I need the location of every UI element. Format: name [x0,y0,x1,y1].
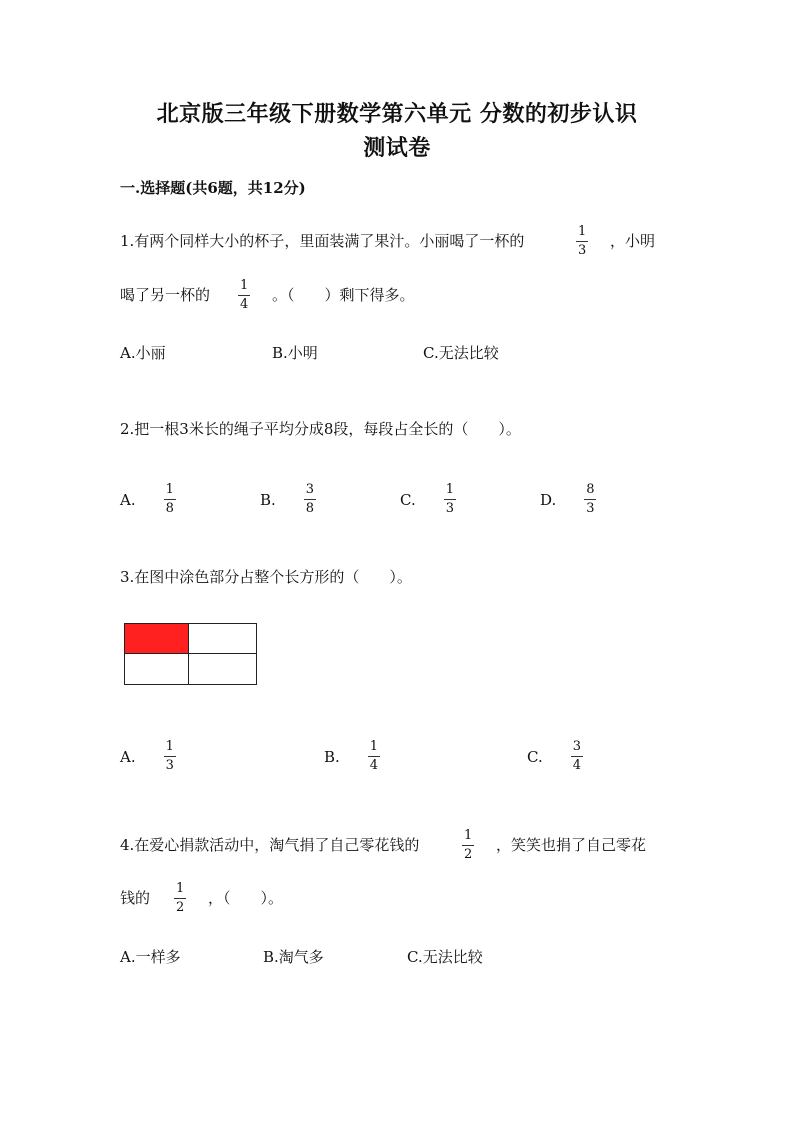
frac-numerator: 1 [176,881,185,896]
frac-denominator: 8 [305,501,315,516]
option-label: A. [120,490,136,509]
page-subtitle: 测试卷 [363,135,431,161]
q4-fraction-a [462,829,474,862]
q1-text-c: 喝了另一杯的 [120,286,211,304]
frac-numerator: 1 [464,828,473,843]
frac-numerator: 1 [240,278,249,293]
q1-fraction-a [576,225,588,258]
q1-text-d: 。（ ）剩下得多。 [272,286,415,304]
q4-option-b[interactable]: B.淘气多 [263,948,324,966]
frac-numerator: 1 [578,224,587,239]
frac-denominator: 4 [240,297,249,312]
q1-text-b: ，小明 [610,232,656,250]
q2-option-b[interactable] [260,483,316,516]
q4-text-a: 4.在爱心捐款活动中，淘气捐了自己零花钱的 [120,836,420,854]
q2-option-c[interactable] [400,483,456,516]
q4-option-c[interactable]: C.无法比较 [407,948,483,966]
blank-cell [189,624,256,654]
q4-option-a[interactable]: A.一样多 [120,948,181,966]
option-label: C. [400,490,416,509]
frac-numerator: 1 [165,482,174,497]
q1-fraction-b [238,279,250,312]
q4-text-b: ，笑笑也捐了自己零花 [496,836,647,854]
option-label: C. [527,747,543,766]
section-heading: 一.选择题(共6题，共12分) [120,179,306,197]
frac-numerator: 3 [305,482,315,497]
q2-option-d[interactable] [540,483,597,516]
option-label: A. [120,747,136,766]
blank-cell [125,654,189,684]
frac-denominator: 3 [586,501,595,516]
option-label: D. [540,490,557,509]
q2-text: 2.把一根3米长的绳子平均分成8段，每段占全长的（ ）。 [120,420,521,438]
frac-numerator: 8 [586,482,595,497]
shaded-cell [125,624,189,654]
option-label: B. [324,747,340,766]
blank-cell [189,654,256,684]
frac-denominator: 3 [445,501,454,516]
option-label: B. [260,490,276,509]
q1-option-b[interactable]: B.小明 [272,344,318,362]
q4-text-d: ，（ ）。 [208,889,284,907]
q3-option-b[interactable] [324,740,380,773]
q4-text-c: 钱的 [120,889,151,907]
q2-option-a[interactable] [120,483,176,516]
q1-option-c[interactable]: C.无法比较 [423,344,499,362]
page-title: 北京版三年级下册数学第六单元 分数的初步认识 [156,101,638,127]
q3-option-a[interactable] [120,740,176,773]
frac-denominator: 3 [578,243,587,258]
q3-text: 3.在图中涂色部分占整个长方形的（ ）。 [120,568,412,586]
frac-denominator: 2 [176,900,185,915]
frac-denominator: 2 [464,847,473,862]
q3-option-c[interactable] [527,740,583,773]
rectangle-figure [124,623,257,685]
frac-numerator: 1 [369,739,379,754]
frac-numerator: 1 [445,482,454,497]
frac-denominator: 4 [369,758,379,773]
frac-numerator: 3 [572,739,581,754]
frac-denominator: 4 [572,758,581,773]
q1-text-a: 1.有两个同样大小的杯子，里面装满了果汁。小丽喝了一杯的 [120,232,525,250]
frac-numerator: 1 [165,739,174,754]
frac-denominator: 8 [165,501,174,516]
q4-fraction-b [174,882,186,915]
q1-option-a[interactable]: A.小丽 [120,344,166,362]
frac-denominator: 3 [165,758,174,773]
